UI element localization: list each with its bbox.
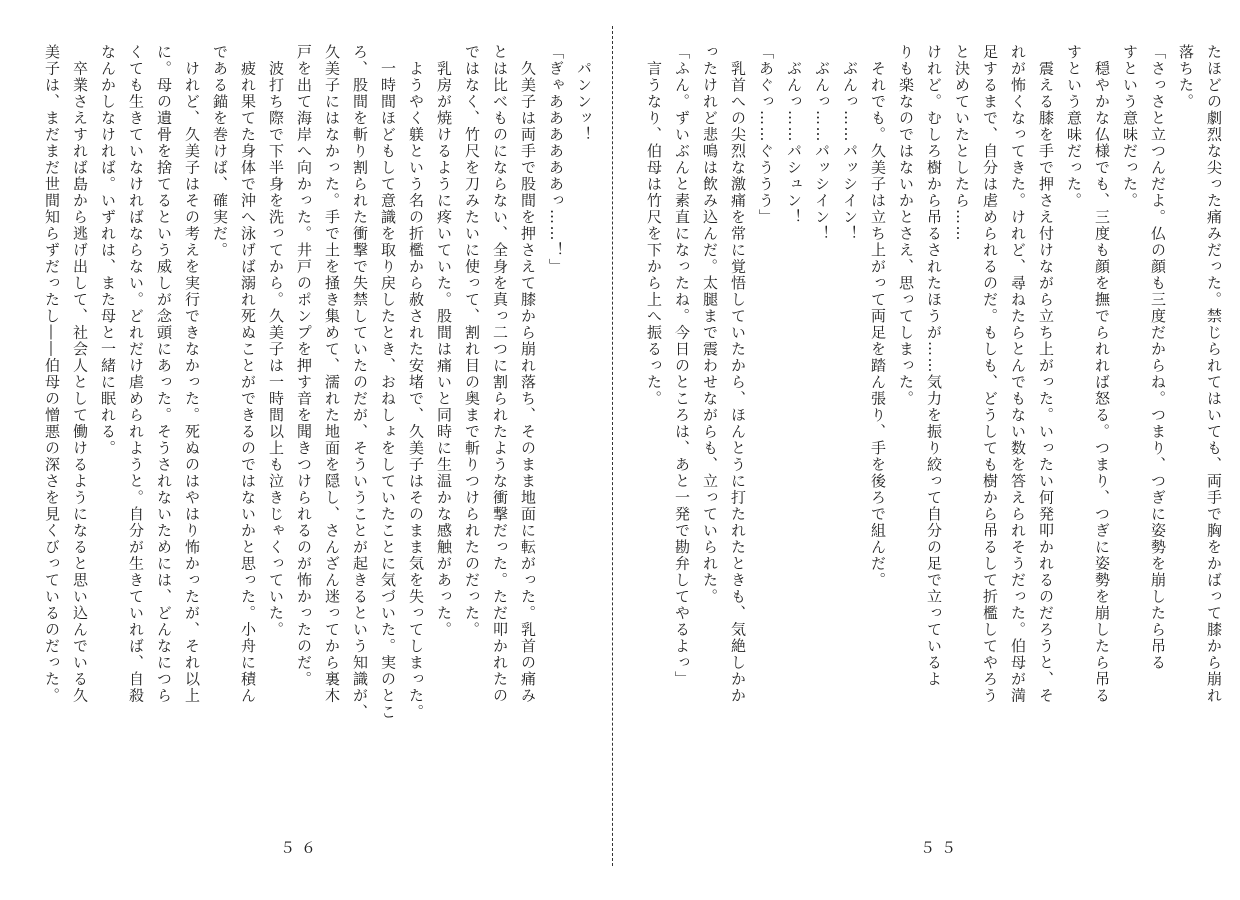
left-page [14,44,598,744]
page-gutter-divider [612,26,613,866]
text-line: 「ぎゃああああああっ……！」 [547,44,565,275]
text-line: なんかしなければ。いずれは、また母と一緒に眠れる。 [99,44,117,457]
text-line: 戸を出て海岸へ向かった。井戸のポンプを押す音を聞きつけられるのが怖かったのだ。 [295,44,313,688]
text-line: 疲れ果てた身体で沖へ泳げば溺れ死ぬことができるのではないかと思った。小舟に積ん [239,44,257,704]
text-line: くても生きていなければならない。どれだけ虐められようと。自分が生きていれば、自殺 [127,44,145,704]
text-line: 一時間ほどもして意識を取り戻したとき、おねしょをしていたことに気づいた。実のとこ [379,44,397,721]
text-line: 乳首への尖烈な激痛を常に覚悟していたから、ほんとうに打たれたときも、気絶しかか [729,44,747,704]
text-line: れが怖くなってきた。けれど、尋ねたらとんでもない数を答えられそうだった。伯母が満 [1009,44,1027,704]
right-page [632,44,1228,744]
text-line: すという意味だった。 [1065,44,1083,209]
text-line: である錨を巻けば、確実だ。 [211,44,229,259]
text-line: ようやく躾という名の折檻から赦された安堵で、久美子はそのまま気を失ってしまった。 [407,44,425,721]
text-line: とは比べものにならない、全身を真っ二つに割られたような衝撃だった。ただ叩かれたの [491,44,509,704]
text-line: 波打ち際で下半身を洗ってから。久美子は一時間以上も泣きじゃくっていた。 [267,44,285,638]
text-line: 言うなり、伯母は竹尺を下から上へ振るった。 [645,44,663,407]
text-line: ぶんっ……パシュン！ [785,44,803,226]
text-line: と決めていたとしたら…… [953,44,971,242]
text-line: たほどの劇烈な尖った痛みだった。禁じられてはいても、両手で胸をかばって膝から崩れ [1205,44,1223,704]
text-line: ったけれど悲鳴は飲み込んだ。太腿まで震わせながらも、立っていられた。 [701,44,719,605]
text-line: けれど、久美子はその考えを実行できなかった。死ぬのはやはり怖かったが、それ以上 [183,44,201,704]
text-line: 久美子は両手で股間を押さえて膝から崩れ落ち、そのまま地面に転がった。乳首の痛み [519,44,537,704]
text-line: ではなく、竹尺を刀みたいに使って、割れ目の奥まで斬りつけられたのだった。 [463,44,481,638]
text-line: 乳房が焼けるように疼いていた。股間は痛いと同時に生温かな感触があった。 [435,44,453,638]
right-page-text [632,44,1228,744]
text-line: 震える膝を手で押さえ付けながら立ち上がった。いったい何発叩かれるのだろうと、そ [1037,44,1055,704]
text-line: 「さっさと立つんだよ。仏の顔も三度だからね。つまり、つぎに姿勢を崩したら吊る [1149,44,1167,671]
text-line: 足するまで、自分は虐められるのだ。もしも、どうしても樹から吊るして折檻してやろう [981,44,999,704]
text-line: パンンッ！ [575,44,593,143]
text-line: けれど。むしろ樹から吊るされたほうが……気力を振り絞って自分の足で立っているよ [925,44,943,688]
text-line: 「ふん。ずいぶんと素直になったね。今日のところは、あと一発で勘弁してやるよっ」 [673,44,691,688]
left-page-text [14,44,598,744]
left-page-number: ５６ [280,839,323,857]
text-line: ぶんっ……パッシイン！ [813,44,831,242]
text-line: すという意味だった。 [1121,44,1139,209]
text-line: 「あぐっ……ぐううう」 [757,44,775,226]
text-line: に。母の遺骨を捨てるという威しが念頭にあった。そうされないためには、どんなにつら [155,44,173,704]
text-line: 卒業さえすれば島から逃げ出して、社会人として働けるようになると思い込んでいる久 [71,44,89,704]
right-page-number: ５５ [920,839,963,857]
text-line: それでも。久美子は立ち上がって両足を踏ん張り、手を後ろで組んだ。 [869,44,887,589]
text-line: 久美子にはなかった。手で土を掻き集めて、濡れた地面を隠し、さんざん迷ってから裏木 [323,44,341,704]
text-line: ぶんっ……パッシイン！ [841,44,859,242]
text-line: 美子は、まだまだ世間知らずだったし――伯母の憎悪の深さを見くびっているのだった。 [43,44,61,704]
text-line: ろ、股間を斬り割られた衝撃で失禁していたのだが、そういうことが起きるという知識が、 [351,44,369,721]
text-line: 落ちた。 [1177,44,1195,110]
text-line: りも楽なのではないかとさえ、思ってしまった。 [897,44,915,407]
text-line: 穏やかな仏様でも、三度も顔を撫でられれば怒る。つまり、つぎに姿勢を崩したら吊る [1093,44,1111,704]
